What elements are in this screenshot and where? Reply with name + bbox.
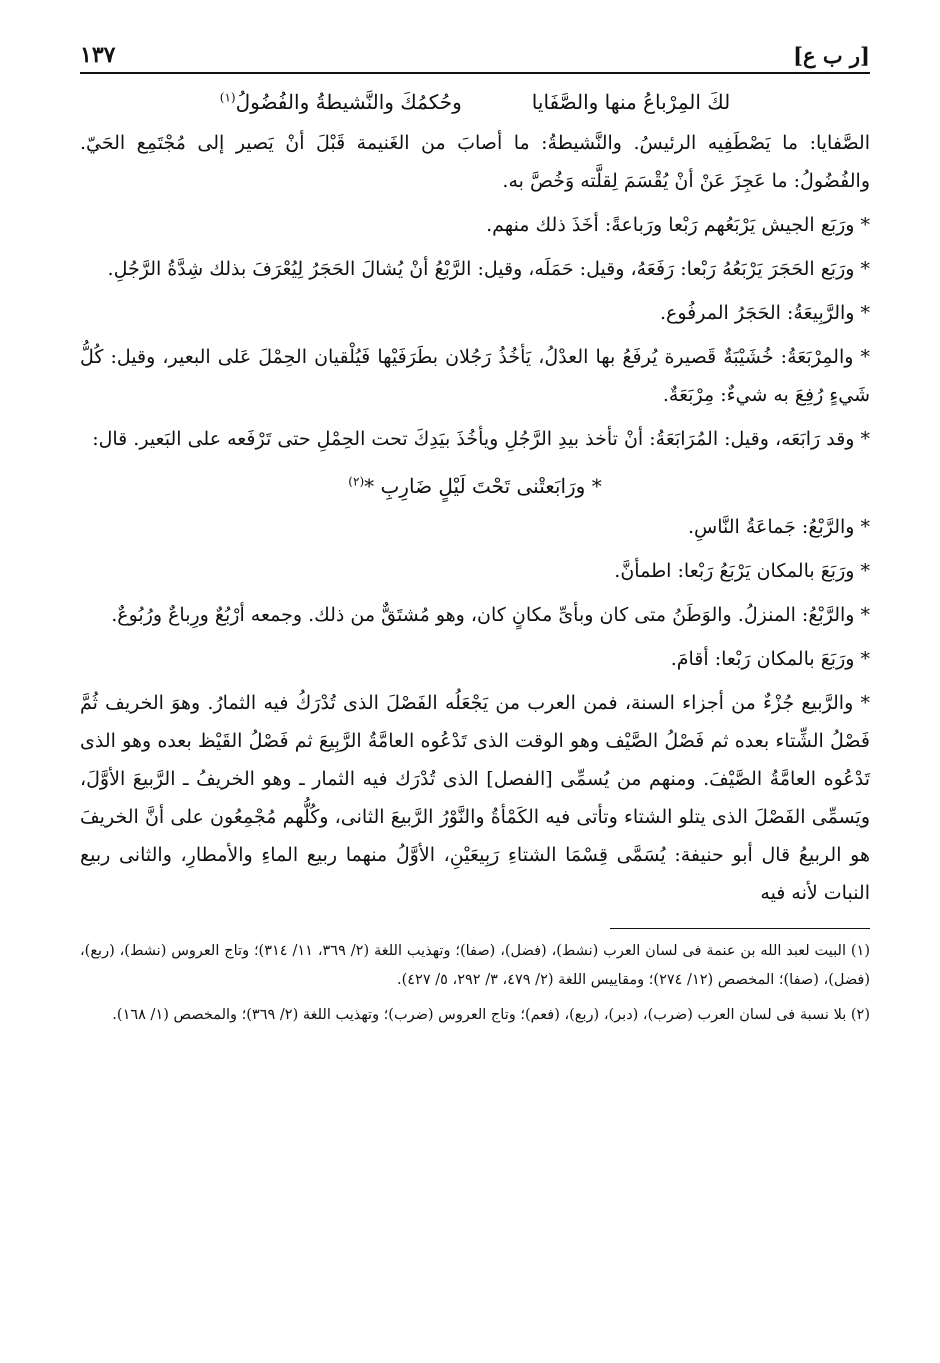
verse-2-wrapper <box>348 464 601 508</box>
verse-2-text: * ورَابَعتْنى تَحْتَ لَيْلٍ ضَارِبِ * <box>364 474 602 498</box>
verse-second-hemistich <box>220 80 462 124</box>
document-page <box>80 28 870 1036</box>
paragraph: * ورَبَع الحَجَرَ يَرْبَعُهُ رَبْعا: رَفَعَهُ، وقيل: حَمَلَه، وقيل: الرَّبْعُ أنْ يُشالَ الحَجَرُ لِيُعْرَفَ بذلك شِدَّةُ الرَّجُلِ. <box>107 258 870 280</box>
footnotes <box>80 937 870 1030</box>
paragraph: * ورَبَع الجيش يَرْبَعُهم رَبْعا ورَباعةً: أخَذَ ذلك منهم. <box>486 214 870 236</box>
page-header <box>80 28 870 74</box>
verse-second-hemistich-text: وحُكمُكَ والنَّشيطةُ والفُضُولُ <box>235 90 462 114</box>
paragraph: * والرَّبْعُ: المنزلُ. والوَطَنُ متى كان وبأىِّ مكانٍ كان، وهو مُشتَقٌّ من ذلك. وجمعه أرْبُعٌ ورِباعٌ ورُبُوعٌ. <box>111 604 870 626</box>
footnote-ref-2: (٢) <box>348 474 365 489</box>
paragraph: الصَّفايا: ما يَصْطَفِيه الرئيسُ. والنَّشيطةُ: ما أصابَ من الغَنيمة قَبْلَ أنْ يَصير إلى مُجْتَمِع الحَيّ. والفُضُولُ: ما عَجِزَ عَنْ أنْ يُقْسَمَ لِقلَّته وَخُصَّ به. <box>80 132 870 192</box>
verse-line <box>80 80 870 124</box>
paragraph: * والرَّبِيعَةُ: الحَجَرُ المرفُوع. <box>659 302 870 324</box>
root-heading: [ر ب ع] <box>793 43 870 68</box>
footnote-ref-1: (١) <box>219 90 236 105</box>
paragraph: * ورَبَعَ بالمكان رَبْعا: أقامَ. <box>670 648 870 670</box>
footnote-divider <box>610 928 870 929</box>
paragraph: * والمِرْبَعَةُ: خُشَيْبَةٌ قَصيرة يُرفَعُ بها العدْلُ، يَأخُذُ رَجُلان بطَرَفَيْها فَيُلْقيان الحِمْلَ عَلى البعير، وقيل: كُلُّ شَيءٍ رُفِعَ به شيءٌ: مِرْبَعَةٌ. <box>80 346 870 406</box>
page-number: ١٣٧ <box>80 42 116 68</box>
paragraph: * والرَّبْعُ: جَماعَةُ النَّاسِ. <box>687 516 870 538</box>
footnote-2: (٢) بلا نسبة فى لسان العرب (ضرب)، (دبر)، (ربع)، (فعم)؛ وتاج العروس (ضرب)؛ وتهذيب اللغة (٢/ ٣٦٩)؛ والمخصص (١/ ١٦٨). <box>112 1007 870 1023</box>
main-text <box>80 124 870 912</box>
verse-first-hemistich: لكَ المِرْباعُ منها والصَّفَايا <box>531 90 731 114</box>
paragraph: * ورَبَعَ بالمكان يَرْبَعُ رَبْعا: اطمأنَّ. <box>614 560 870 582</box>
verse-line-2 <box>80 464 870 508</box>
paragraph: * والرَّبيع جُزْءٌ من أجزاء السنة، فمن العرب من يَجْعَلُه الفَصْلَ الذى تُدْرَكُ فيه الثمارُ. وهوَ الخريف ثُمَّ فَصْلُ الشِّتاء بعده ثم فَصْلُ الصَّيْف وهو الوقت الذى تَدْعُوه العامَّةُ الرَّبِيعَ ثم فَصْلُ القَيْظ بعده وهو الذى تَدْعُوه العامَّةُ الصَّيْفَ. ومنهم من يُسمِّى [الفصل] الذى تُدْرَك فيه الثمار ـ وهو الخريفُ ـ الرَّبيعَ الأوَّلَ، ويَسمِّى الفَصْلَ الذى يتلو الشتاء وتأتى فيه الكَمْأةُ والنَّوْرُ الرَّبيعَ الثانى، وكُلُّهم مُجْمِعُون على أنَّ الخريفَ هو الربيعُ قال أبو حنيفة: يُسَمَّى قِسْمَا الشتاءِ رَبِيعَيْنِ، الأوَّلُ منهما ربيع الماءِ والأمطارِ، والثانى ربيع النبات لأنه فيه <box>80 692 870 904</box>
paragraph: * وقد رَابَعَه، وقيل: المُرَابَعَةُ: أنْ تأخذ بيدِ الرَّجُلِ ويأخُذَ بيَدِكَ تحت الحِمْلِ حتى تَرْفَعه على البَعير. قال: <box>92 428 870 450</box>
footnote-1: (١) البيت لعبد الله بن عنمة فى لسان العرب (نشط)، (فضل)، (صفا)؛ وتهذيب اللغة (٢/ ٣٦٩، ١١/ ٣١٤)؛ وتاج العروس (نشط)، (ربع)، (فضل)، (صفا)؛ المخصص (١٢/ ٢٧٤)؛ ومقاييس اللغة (٢/ ٤٧٩، ٣/ ٢٩٢، ٥/ ٤٢٧). <box>80 943 870 988</box>
